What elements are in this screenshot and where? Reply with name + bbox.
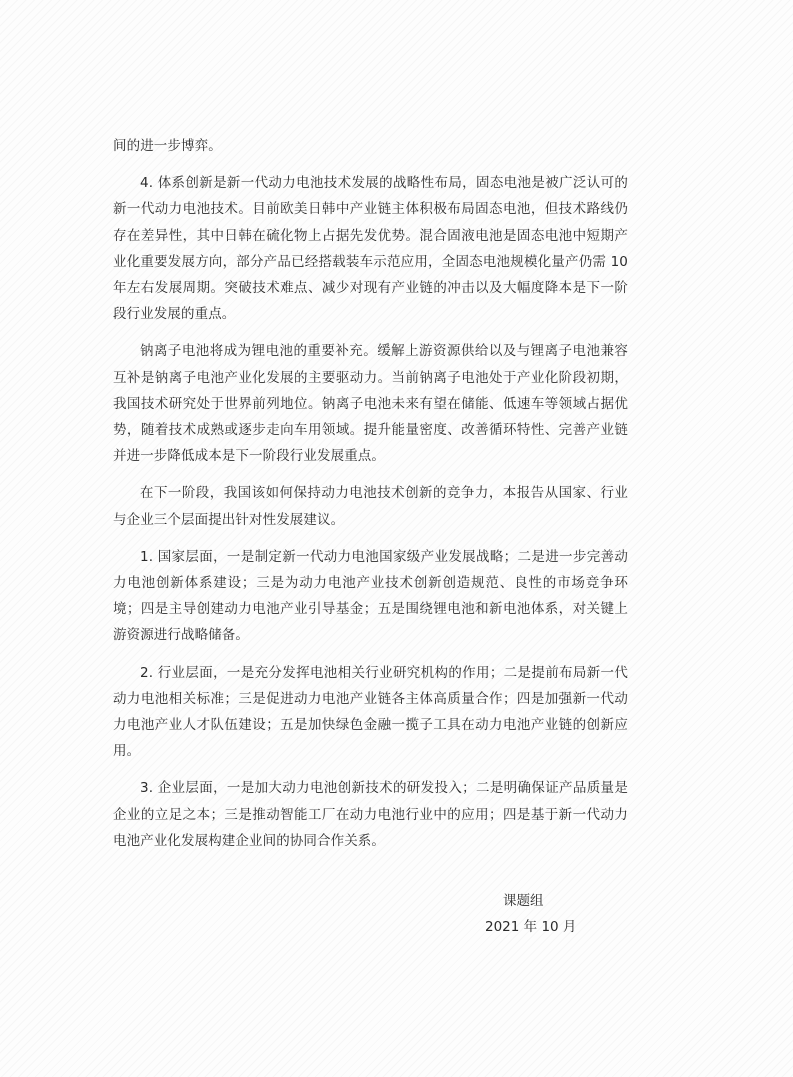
document-body xyxy=(113,133,628,865)
paragraph-recommendations-intro: 在下一阶段，我国该如何保持动力电池技术创新的竞争力，本报告从国家、行业与企业三个层面提出针对性发展建议。 xyxy=(113,485,628,528)
paragraph-enterprise-level: 3. 企业层面，一是加大动力电池创新技术的研发投入；二是明确保证产品质量是企业的立足之本；三是推动智能工厂在动力电池行业中的应用；四是基于新一代动力电池产业化发展构建企业间的协同合作关系。 xyxy=(113,780,628,849)
signature-date: 2021 年 10 月 xyxy=(485,919,577,935)
paragraph-system-innovation: 4. 体系创新是新一代动力电池技术发展的战略性布局，固态电池是被广泛认可的新一代动力电池技术。目前欧美日韩中产业链主体积极布局固态电池，但技术路线仍存在差异性，其中日韩在硫化物上占据先发优势。混合固液电池是固态电池中短期产业化重要发展方向，部分产品已经搭载装车示范应用，全固态电池规模化量产仍需 10 年左右发展周期。突破技术难点、减少对现有产业链的冲击以及大幅度降本是下一阶段行业发展的重点。 xyxy=(113,175,628,323)
paragraph-sodium-ion-battery: 钠离子电池将成为锂电池的重要补充。缓解上游资源供给以及与锂离子电池兼容互补是钠离子电池产业化发展的主要驱动力。当前钠离子电池处于产业化阶段初期，我国技术研究处于世界前列地位。钠离子电池未来有望在储能、低速车等领域占据优势，随着技术成熟或逐步走向车用领域。提升能量密度、改善循环特性、完善产业链并进一步降低成本是下一阶段行业发展重点。 xyxy=(113,343,628,465)
paragraph-national-level: 1. 国家层面，一是制定新一代动力电池国家级产业发展战略；二是进一步完善动力电池创新体系建设；三是为动力电池产业技术创新创造规范、良性的市场竞争环境；四是主导创建动力电池产业引导基金；五是围绕锂电池和新电池体系，对关键上游资源进行战略储备。 xyxy=(113,548,628,644)
paragraph-continuation: 间的进一步博弈。 xyxy=(113,138,222,154)
paragraph-industry-level: 2. 行业层面，一是充分发挥电池相关行业研究机构的作用；二是提前布局新一代动力电池相关标准；三是促进动力电池产业链各主体高质量合作；四是加强新一代动力电池产业人才队伍建设；五是加快绿色金融一揽子工具在动力电池产业链的创新应用。 xyxy=(113,664,628,760)
signature-organization: 课题组 xyxy=(503,893,544,909)
